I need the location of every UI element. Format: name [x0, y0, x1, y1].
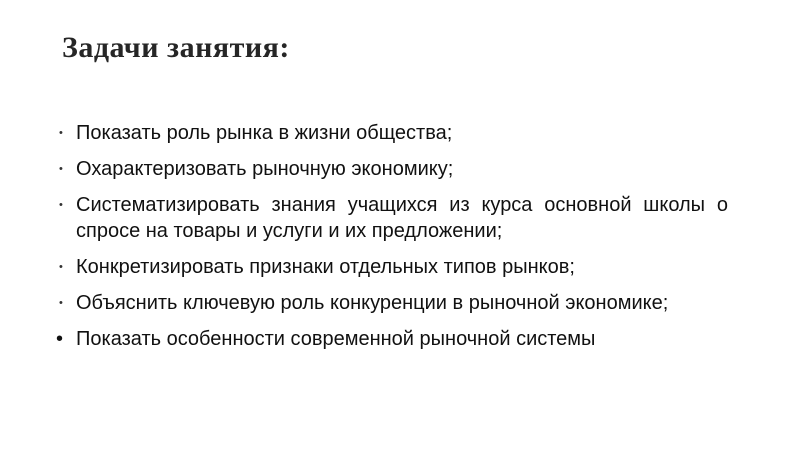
list-item-text: Конкретизировать признаки отдельных типов рынков; [76, 256, 575, 278]
bullet-icon: • [59, 127, 63, 139]
bullet-icon: • [59, 297, 63, 309]
list-item [56, 120, 728, 146]
bullet-icon: • [56, 328, 64, 350]
slide-title: Задачи занятия: [62, 31, 290, 64]
bullet-icon: • [59, 163, 63, 175]
list-item-text: Показать роль рынка в жизни общества; [76, 122, 453, 144]
list-item [56, 326, 728, 352]
bullet-icon: • [59, 261, 63, 273]
list-item [56, 156, 728, 182]
list-item-text: Систематизировать знания учащихся из курса основной школы о спросе на товары и услуги и их предложении; [76, 194, 728, 242]
list-item [56, 254, 728, 280]
bullet-icon: • [59, 199, 63, 211]
list-item-text: Объяснить ключевую роль конкуренции в рыночной экономике; [76, 292, 669, 314]
bullet-list [56, 120, 728, 352]
list-item [56, 192, 728, 244]
list-item [56, 290, 728, 316]
list-item-text: Охарактеризовать рыночную экономику; [76, 158, 454, 180]
list-item-text: Показать особенности современной рыночной системы [76, 328, 596, 350]
